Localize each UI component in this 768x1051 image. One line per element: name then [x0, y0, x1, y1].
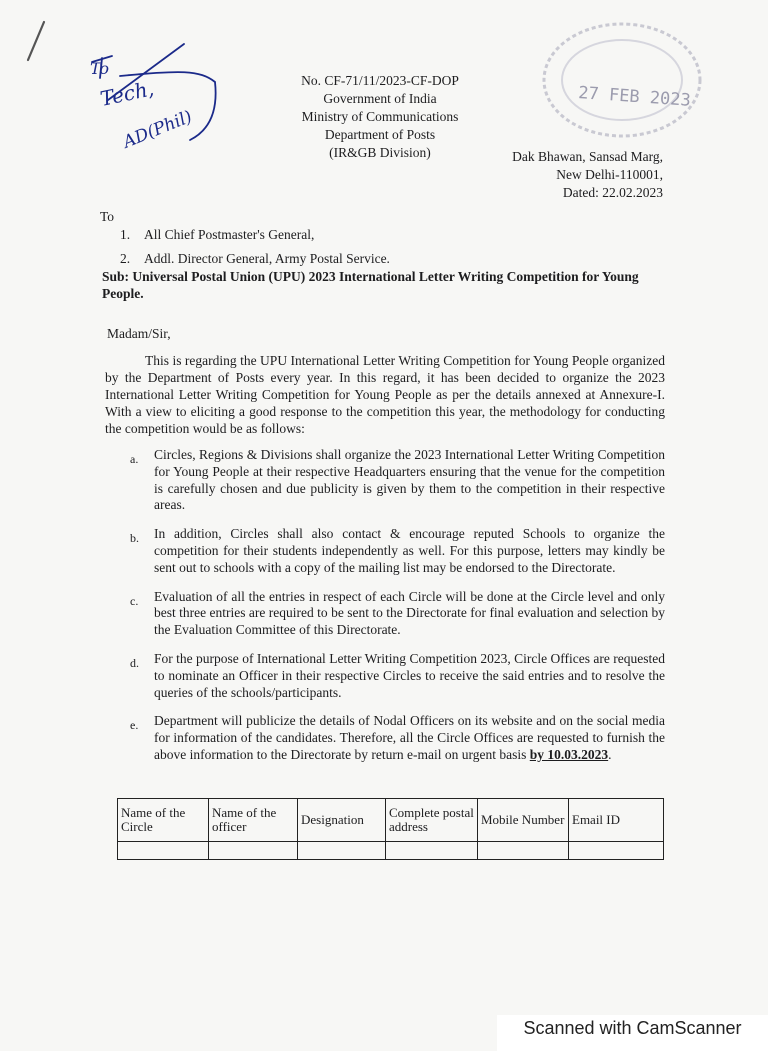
column-header: Designation — [298, 799, 386, 842]
recipient-text: All Chief Postmaster's General, — [144, 227, 315, 242]
government-line: Government of India — [323, 91, 437, 106]
ministry-line: Ministry of Communications — [301, 109, 459, 124]
table-cell[interactable] — [209, 842, 298, 860]
point-text: Evaluation of all the entries in respect of each Circle will be done at the Circle level and only best three entries are required to be sent to the Directorate for final evaluation and selection by the Evaluation Committee of this Directorate. — [154, 588, 665, 638]
handwritten-annotation — [80, 40, 220, 160]
received-stamp — [530, 10, 705, 140]
point-text: Circles, Regions & Divisions shall organize the 2023 International Letter Writing Competition for Young People at their respective Headquarters ensuring that the venue for the competition is carefully chosen and due publicity is given by them to the competition in their respective areas. — [154, 447, 665, 513]
point-letter: a. — [130, 452, 139, 466]
point-letter: e. — [130, 718, 139, 733]
point-text: For the purpose of International Letter Writing Competition 2023, Circle Offices are requested to nominate an Officer in their respective Circles to receive the said entries and to resolve the queries of the schools/participants. — [154, 650, 665, 700]
column-header: Name of the Circle — [118, 799, 209, 842]
nodal-officer-table — [117, 798, 664, 860]
table-cell[interactable] — [298, 842, 386, 860]
subject-line: Sub: Universal Postal Union (UPU) 2023 International Letter Writing Competition for Young People. — [102, 269, 639, 301]
address-line-2: New Delhi-110001, — [556, 167, 663, 182]
point-letter: b. — [130, 531, 139, 546]
salutation: Madam/Sir, — [107, 326, 171, 341]
methodology-list — [130, 447, 665, 776]
column-header: Complete postal address — [386, 799, 478, 842]
list-item — [130, 713, 665, 763]
stamp-date: 27 FEB 2023 — [577, 83, 692, 111]
recipient-text: Addl. Director General, Army Postal Service. — [144, 251, 390, 266]
table-cell[interactable] — [478, 842, 569, 860]
list-item — [120, 223, 390, 247]
table-cell[interactable] — [569, 842, 664, 860]
point-text: Department will publicize the details of Nodal Officers on its website and on the social media for information of the candidates. Therefore, all the Circle Offices are requested to furnish the above information to the Directorate by return e-mail on urgent basis — [154, 713, 665, 762]
table-cell[interactable] — [386, 842, 478, 860]
department-line: Department of Posts — [324, 127, 436, 142]
point-letter: c. — [130, 593, 139, 608]
sender-address — [470, 148, 663, 202]
file-number: No. CF-71/11/2023-CF-DOP — [301, 73, 459, 88]
table-cell[interactable] — [118, 842, 209, 860]
handwriting-ad: AD(Phil) — [120, 106, 196, 153]
point-tail: . — [608, 746, 612, 762]
scanner-watermark: Scanned with CamScanner — [497, 1015, 768, 1051]
point-letter: d. — [130, 655, 139, 670]
recipient-number: 1. — [120, 227, 131, 242]
intro-paragraph: This is regarding the UPU International Letter Writing Competition for Young People organized by the Department of Posts every year. In this regard, it has been decided to organize the 2023 International Letter Writing Competition for Young People as per the details annexed at Annexure-I. With a view to eliciting a good response to the competition this year, the methodology for conducting the competition would be as follows: — [105, 353, 665, 436]
list-item — [130, 447, 665, 514]
address-line-1: Dak Bhawan, Sansad Marg, — [512, 149, 663, 164]
to-label: To — [100, 209, 115, 224]
deadline-date: by 10.03.2023 — [529, 746, 609, 762]
column-header: Mobile Number — [478, 799, 569, 842]
recipient-list — [120, 223, 390, 271]
list-item — [130, 589, 665, 639]
handwriting-to: To — [90, 59, 110, 78]
list-item — [130, 651, 665, 701]
letter-date: Dated: 22.02.2023 — [562, 185, 663, 200]
column-header: Name of the officer — [209, 799, 298, 842]
column-header: Email ID — [569, 799, 664, 842]
table-row — [118, 842, 664, 860]
list-item — [130, 526, 665, 576]
handwriting-tech: Tech, — [98, 76, 156, 111]
recipient-number: 2. — [120, 251, 131, 266]
letterhead — [275, 72, 485, 162]
table-header-row — [118, 799, 664, 842]
pen-mark-icon — [20, 20, 50, 64]
division-line: (IR&GB Division) — [329, 145, 431, 160]
point-text: In addition, Circles shall also contact & encourage reputed Schools to organize the competition for their students independently as well. For this purpose, letters may kindly be sent out to schools with a copy of the mailing list may be endorsed to the Directorate. — [154, 526, 665, 575]
